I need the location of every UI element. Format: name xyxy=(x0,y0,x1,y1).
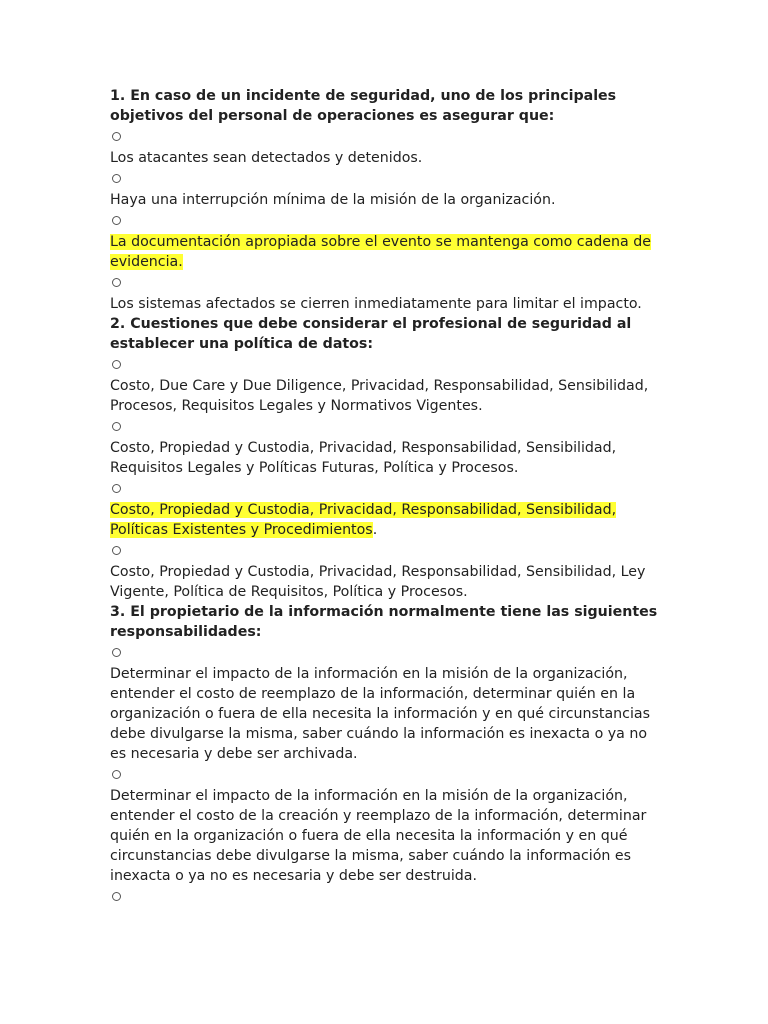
option-q2-c-highlighted xyxy=(110,500,658,540)
option-q3-b: Determinar el impacto de la información en la misión de la organización, entender el costo de la creación y reemplazo de la información, determinar quién en la organización o fuera de ella necesita la información y en qué circunstancias debe divulgarse la misma, saber cuándo la información es inexacta o ya no es necesaria y debe ser destruida. xyxy=(110,788,647,884)
option-q3-a: Determinar el impacto de la información en la misión de la organización, entender el costo de reemplazo de la información, determinar quién en la organización o fuera de ella necesita la información y en qué circunstancias debe divulgarse la misma, saber cuándo la información es inexacta o ya no es necesaria y debe ser archivada. xyxy=(110,666,650,762)
radio-q3-a[interactable] xyxy=(112,648,121,657)
option-q2-d: Costo, Propiedad y Custodia, Privacidad, Responsabilidad, Sensibilidad, Ley Vigente, Política de Requisitos, Política y Procesos. xyxy=(110,564,646,600)
option-q1-d: Los sistemas afectados se cierren inmediatamente para limitar el impacto. xyxy=(110,296,642,312)
question-3-title: 3. El propietario de la información normalmente tiene las siguientes responsabilidades: xyxy=(110,604,658,640)
radio-q1-c[interactable] xyxy=(112,216,121,225)
highlighted-answer-q1: La documentación apropiada sobre el evento se mantenga como cadena de evidencia. xyxy=(110,234,651,270)
radio-q2-d[interactable] xyxy=(112,546,121,555)
option-q2-a: Costo, Due Care y Due Diligence, Privacidad, Responsabilidad, Sensibilidad, Procesos, Requisitos Legales y Normativos Vigentes. xyxy=(110,378,649,414)
radio-q2-c[interactable] xyxy=(112,484,121,493)
highlighted-answer-q2: Costo, Propiedad y Custodia, Privacidad, Responsabilidad, Sensibilidad, Políticas Existentes y Procedimientos xyxy=(110,502,617,538)
radio-q3-b[interactable] xyxy=(112,770,121,779)
option-q2-b: Costo, Propiedad y Custodia, Privacidad, Responsabilidad, Sensibilidad, Requisitos Legales y Políticas Futuras, Política y Procesos. xyxy=(110,440,617,476)
radio-q1-b[interactable] xyxy=(112,174,121,183)
question-2-title: 2. Cuestiones que debe considerar el profesional de seguridad al establecer una política de datos: xyxy=(110,316,632,352)
radio-q3-c[interactable] xyxy=(112,892,121,901)
question-1-title: 1. En caso de un incidente de seguridad, uno de los principales objetivos del personal de operaciones es asegurar que: xyxy=(110,88,617,124)
highlight-suffix: . xyxy=(372,522,378,538)
option-q1-b: Haya una interrupción mínima de la misión de la organización. xyxy=(110,192,556,208)
radio-q2-a[interactable] xyxy=(112,360,121,369)
radio-q1-d[interactable] xyxy=(112,278,121,287)
radio-q2-b[interactable] xyxy=(112,422,121,431)
option-q1-a: Los atacantes sean detectados y detenidos. xyxy=(110,150,423,166)
quiz-document xyxy=(110,86,658,908)
option-q1-c-highlighted xyxy=(110,232,658,272)
radio-q1-a[interactable] xyxy=(112,132,121,141)
